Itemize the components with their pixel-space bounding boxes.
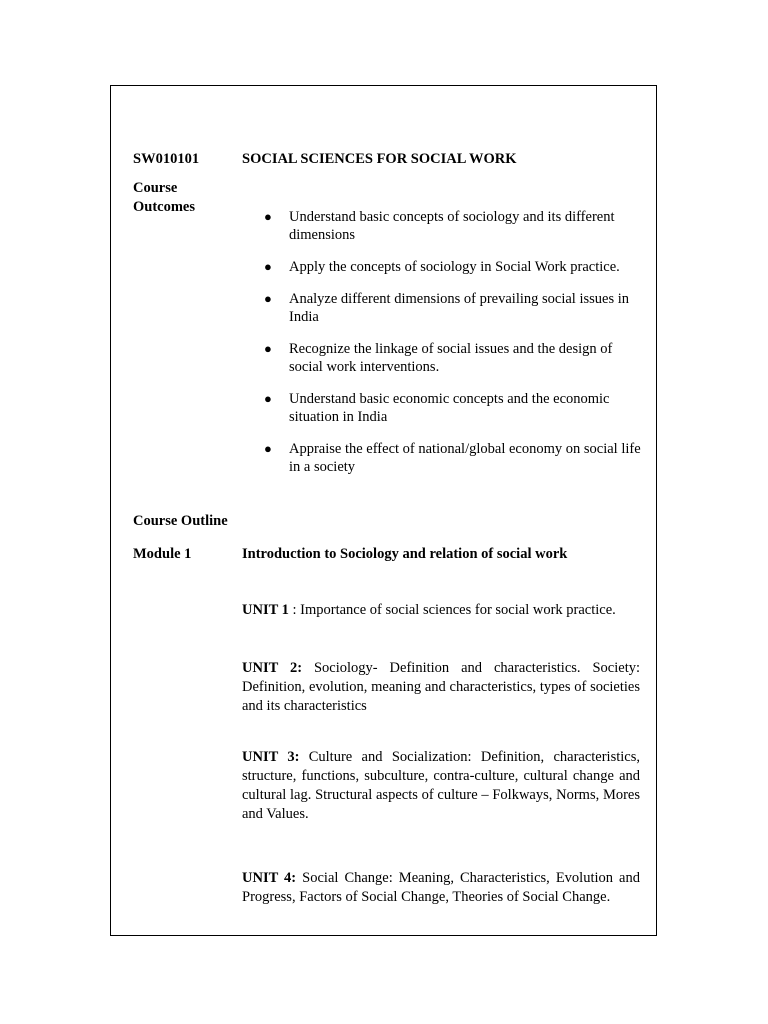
module-title: Introduction to Sociology and relation of social work: [242, 546, 568, 562]
bullet-icon: ●: [264, 341, 272, 356]
course-title: SOCIAL SCIENCES FOR SOCIAL WORK: [242, 151, 517, 167]
outcome-item: [264, 258, 649, 276]
outcome-text: Recognize the linkage of social issues and the design of social work interventions.: [289, 341, 613, 375]
bullet-icon: ●: [264, 441, 272, 456]
outcome-text: Apply the concepts of sociology in Social Work practice.: [289, 259, 620, 275]
bullet-icon: ●: [264, 259, 272, 274]
course-outcomes-label-line2: Outcomes: [133, 199, 196, 215]
outcome-text: Analyze different dimensions of prevailing social issues in India: [289, 291, 629, 325]
course-outcomes-label: [133, 179, 195, 217]
outcome-text: Understand basic concepts of sociology and its different dimensions: [289, 209, 615, 243]
unit-text: : Importance of social sciences for social work practice.: [288, 602, 616, 618]
unit-text: Social Change: Meaning, Characteristics, Evolution and Progress, Factors of Social Change, Theories of Social Change.: [242, 870, 640, 905]
unit-label: UNIT 2:: [242, 660, 303, 676]
course-code: SW010101: [133, 151, 200, 167]
unit-label: UNIT 3:: [242, 749, 300, 765]
outcome-text: Understand basic economic concepts and the economic situation in India: [289, 391, 610, 425]
course-outcomes-list: [264, 208, 649, 490]
outcome-item: [264, 390, 649, 426]
outcome-item: [264, 290, 649, 326]
unit-3: [242, 748, 640, 824]
unit-1: [242, 601, 640, 620]
unit-label: UNIT 1: [242, 602, 289, 618]
unit-label: UNIT 4:: [242, 870, 297, 886]
course-outcomes-label-line1: Course: [133, 180, 178, 196]
bullet-icon: ●: [264, 291, 272, 306]
bullet-icon: ●: [264, 209, 272, 224]
outcome-item: [264, 440, 649, 476]
unit-4: [242, 869, 640, 907]
unit-text: Sociology- Definition and characteristics. Society: Definition, evolution, meaning and characteristics, types of societies and its characteristics: [242, 660, 640, 714]
module-label: Module 1: [133, 546, 192, 562]
outcome-item: [264, 340, 649, 376]
outcome-item: [264, 208, 649, 244]
bullet-icon: ●: [264, 391, 272, 406]
unit-2: [242, 659, 640, 716]
course-outline-label: Course Outline: [133, 513, 228, 529]
outcome-text: Appraise the effect of national/global economy on social life in a society: [289, 441, 641, 475]
unit-text: Culture and Socialization: Definition, characteristics, structure, functions, subculture, contra-culture, cultural change and cultural lag. Structural aspects of culture – Folkways, Norms, Mores and Values.: [242, 749, 640, 822]
